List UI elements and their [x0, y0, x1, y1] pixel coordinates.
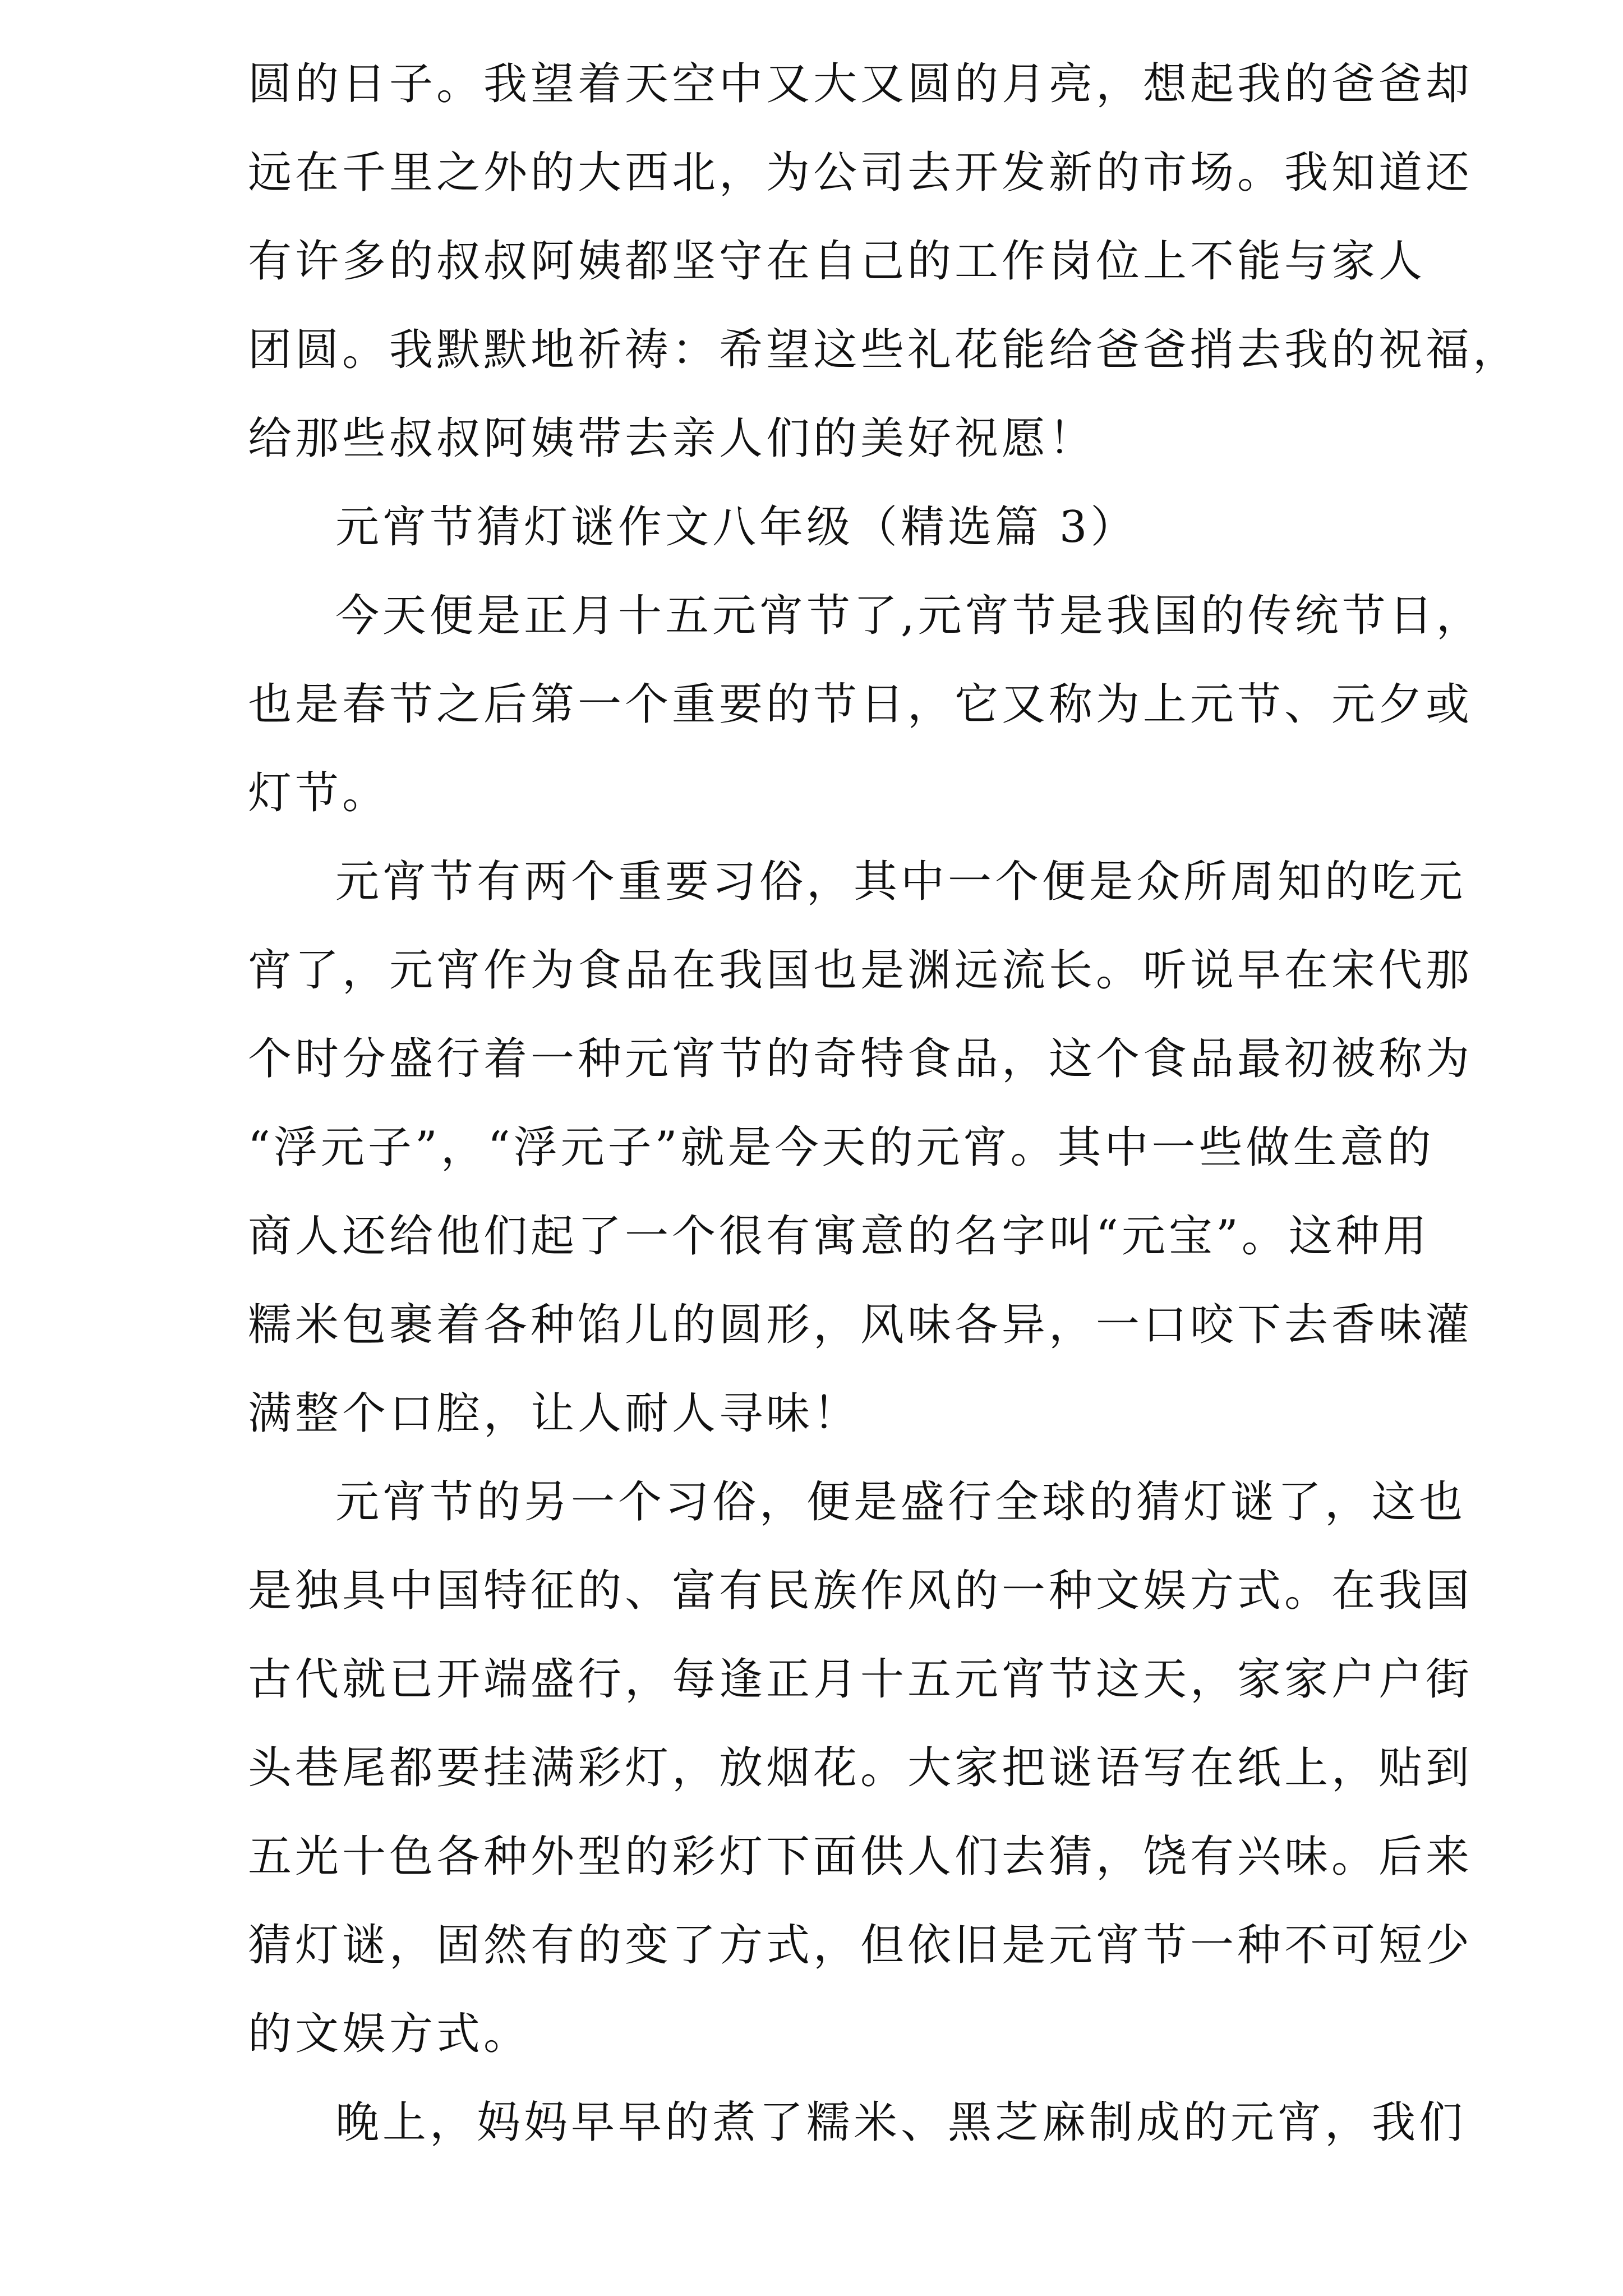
- text-line: 古代就已开端盛行，每逢正月十五元宵节这天，家家户户街: [248, 1654, 1473, 1705]
- text-line: 元宵节有两个重要习俗，其中一个便是众所周知的吃元: [335, 857, 1467, 907]
- text-line: 个时分盛行着一种元宵节的奇特食品，这个食品最初被称为: [248, 1034, 1473, 1084]
- text-line: 的文娱方式。: [248, 2009, 531, 2059]
- section-heading: 元宵节猜灯谜作文八年级（精选篇 3）: [335, 502, 1138, 553]
- text-line: 猜灯谜，固然有的变了方式，但依旧是元宵节一种不可短少: [248, 1920, 1473, 1971]
- text-line: 是独具中国特征的、富有民族作风的一种文娱方式。在我国: [248, 1566, 1473, 1616]
- text-line: 商人还给他们起了一个很有寓意的名字叫“元宝”。这种用: [248, 1211, 1430, 1262]
- text-line: 满整个口腔，让人耐人寻味！: [248, 1388, 861, 1439]
- text-line: 糯米包裹着各种馅儿的圆形，风味各异，一口咬下去香味灌: [248, 1300, 1473, 1350]
- text-line: 宵了，元宵作为食品在我国也是渊远流长。听说早在宋代那: [248, 945, 1473, 996]
- text-line: 元宵节的另一个习俗，便是盛行全球的猜灯谜了，这也: [335, 1477, 1467, 1527]
- text-line: 也是春节之后第一个重要的节日，它又称为上元节、元夕或: [248, 679, 1473, 730]
- text-line: 圆的日子。我望着天空中又大又圆的月亮，想起我的爸爸却: [248, 59, 1473, 109]
- text-line: 灯节。: [248, 768, 390, 818]
- text-line: 给那些叔叔阿姨带去亲人们的美好祝愿！: [248, 413, 1096, 464]
- text-line: “浮元子”，“浮元子”就是今天的元宵。其中一些做生意的: [248, 1122, 1435, 1173]
- text-line: 团圆。我默默地祈祷：希望这些礼花能给爸爸捎去我的祝福，: [248, 325, 1520, 375]
- text-line: 远在千里之外的大西北，为公司去开发新的市场。我知道还: [248, 148, 1473, 198]
- text-line: 五光十色各种外型的彩灯下面供人们去猜，饶有兴味。后来: [248, 1832, 1473, 1882]
- text-line: 今天便是正月十五元宵节了,元宵节是我国的传统节日，: [335, 591, 1483, 641]
- text-line: 有许多的叔叔阿姨都坚守在自己的工作岗位上不能与家人: [248, 236, 1426, 287]
- text-line: 头巷尾都要挂满彩灯，放烟花。大家把谜语写在纸上，贴到: [248, 1743, 1473, 1793]
- text-line: 晚上，妈妈早早的煮了糯米、黑芝麻制成的元宵，我们: [335, 2097, 1467, 2148]
